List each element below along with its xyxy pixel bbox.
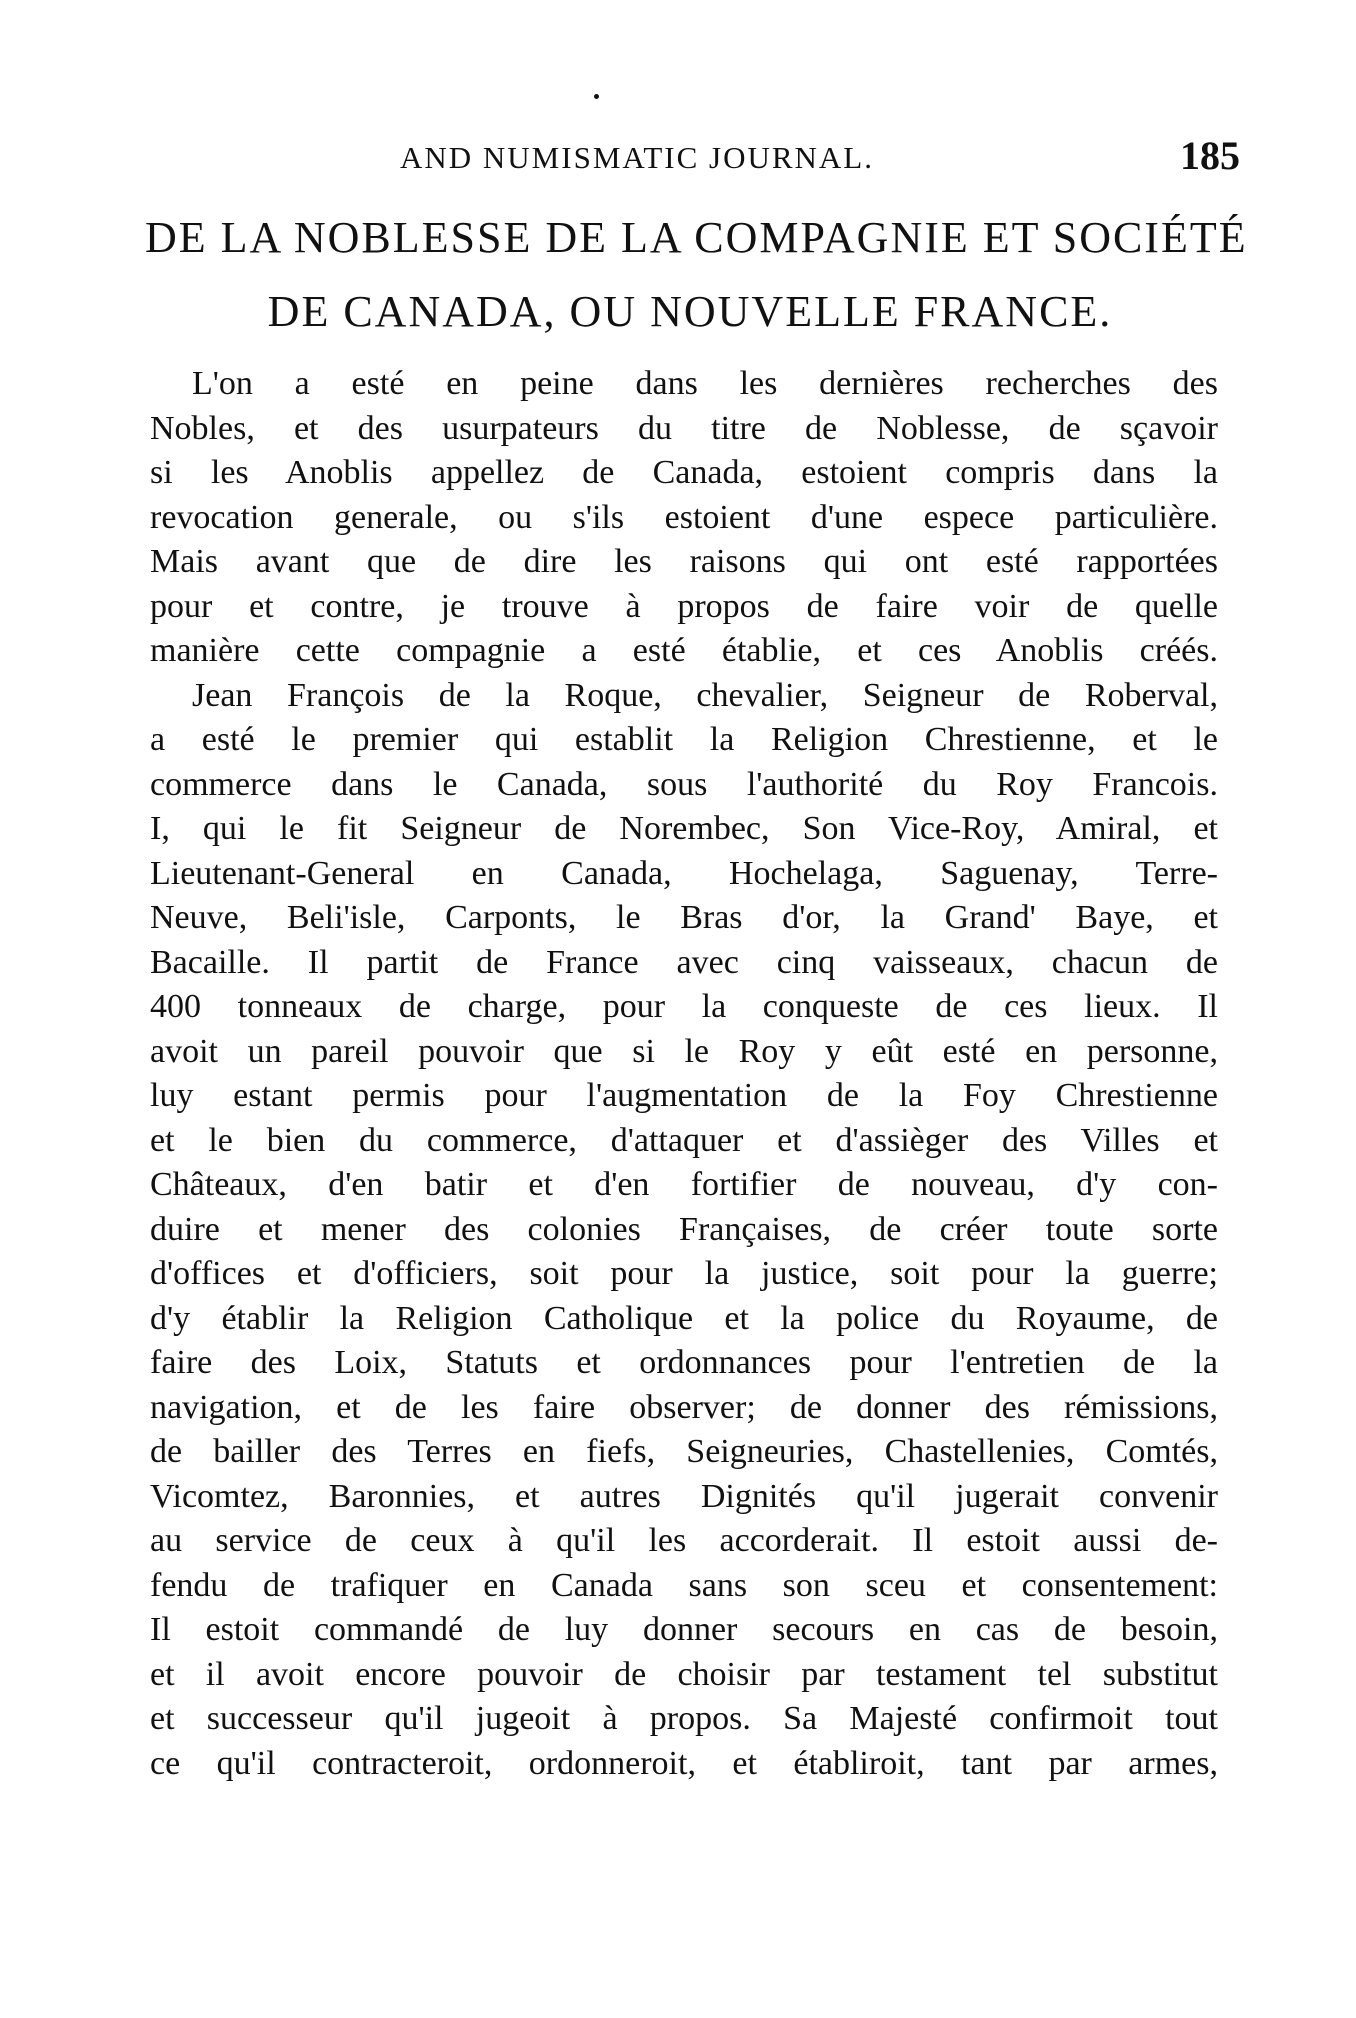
text-line: et le bien du commerce, d'attaquer et d'assièger des Villes et bbox=[150, 1121, 1218, 1159]
text-line: faire des Loix, Statuts et ordonnances pour l'entretien de la bbox=[150, 1344, 1218, 1381]
text-line: luy estant permis pour l'augmentation de la Foy Chrestienne bbox=[150, 1077, 1218, 1114]
text-line: navigation, et de les faire observer; de donner des rémissions, bbox=[150, 1388, 1218, 1426]
text-line: 400 tonneaux de charge, pour la conqueste de ces lieux. Il bbox=[150, 988, 1218, 1025]
running-header bbox=[150, 132, 1240, 182]
text-line: de bailler des Terres en fiefs, Seigneuries, Chastellenies, Comtés, bbox=[150, 1433, 1218, 1470]
text-line: et il avoit encore pouvoir de choisir par testament tel substitut bbox=[150, 1655, 1218, 1693]
text-line: manière cette compagnie a esté établie, et ces Anoblis créés. bbox=[150, 632, 1218, 669]
text-line: fendu de trafiquer en Canada sans son sceu et consentement: bbox=[150, 1566, 1218, 1604]
text-line: duire et mener des colonies Françaises, de créer toute sorte bbox=[150, 1210, 1218, 1248]
text-line: d'y établir la Religion Catholique et la police du Royaume, de bbox=[150, 1299, 1218, 1337]
running-title: AND NUMISMATIC JOURNAL. bbox=[400, 140, 874, 175]
body-text bbox=[150, 362, 1218, 1786]
text-line: Mais avant que de dire les raisons qui ont esté rapportées bbox=[150, 543, 1218, 580]
text-line: si les Anoblis appellez de Canada, estoient compris dans la bbox=[150, 454, 1218, 491]
text-line: et successeur qu'il jugeoit à propos. Sa Majesté confirmoit tout bbox=[150, 1700, 1218, 1737]
section-heading-line-2: DE CANADA, OU NOUVELLE FRANCE. bbox=[267, 287, 1113, 336]
text-line: pour et contre, je trouve à propos de faire voir de quelle bbox=[150, 587, 1218, 625]
page-number: 185 bbox=[1180, 133, 1240, 178]
section-heading-line-1: DE LA NOBLESSE DE LA COMPAGNIE ET SOCIÉTÉ bbox=[145, 213, 1248, 262]
text-line: L'on a esté en peine dans les dernières recherches des bbox=[192, 365, 1218, 402]
text-line: commerce dans le Canada, sous l'authorité du Roy Francois. bbox=[150, 765, 1218, 803]
text-line: Lieutenant-General en Canada, Hochelaga, Saguenay, Terre- bbox=[150, 854, 1218, 892]
text-line: Nobles, et des usurpateurs du titre de Noblesse, de sçavoir bbox=[150, 409, 1218, 447]
text-line: Il estoit commandé de luy donner secours en cas de besoin, bbox=[150, 1611, 1218, 1648]
text-line: I, qui le fit Seigneur de Norembec, Son Vice-Roy, Amiral, et bbox=[150, 810, 1218, 847]
text-line: revocation generale, ou s'ils estoient d'une espece particulière. bbox=[150, 498, 1218, 536]
text-line: d'offices et d'officiers, soit pour la justice, soit pour la guerre; bbox=[150, 1255, 1218, 1292]
text-line: Vicomtez, Baronnies, et autres Dignités qu'il jugerait convenir bbox=[150, 1477, 1218, 1515]
text-line: Jean François de la Roque, chevalier, Seigneur de Roberval, bbox=[192, 676, 1218, 714]
text-line: ce qu'il contracteroit, ordonneroit, et établiroit, tant par armes, bbox=[150, 1744, 1218, 1782]
text-line: avoit un pareil pouvoir que si le Roy y eût esté en personne, bbox=[150, 1032, 1218, 1070]
text-line: Neuve, Beli'isle, Carponts, le Bras d'or, la Grand' Baye, et bbox=[150, 899, 1218, 936]
text-line: au service de ceux à qu'il les accorderait. Il estoit aussi de- bbox=[150, 1522, 1218, 1559]
text-line: Châteaux, d'en batir et d'en fortifier de nouveau, d'y con- bbox=[150, 1166, 1218, 1203]
ink-dot bbox=[594, 94, 599, 99]
text-line: Bacaille. Il partit de France avec cinq vaisseaux, chacun de bbox=[150, 943, 1218, 981]
text-line: a esté le premier qui establit la Religion Chrestienne, et le bbox=[150, 721, 1218, 758]
